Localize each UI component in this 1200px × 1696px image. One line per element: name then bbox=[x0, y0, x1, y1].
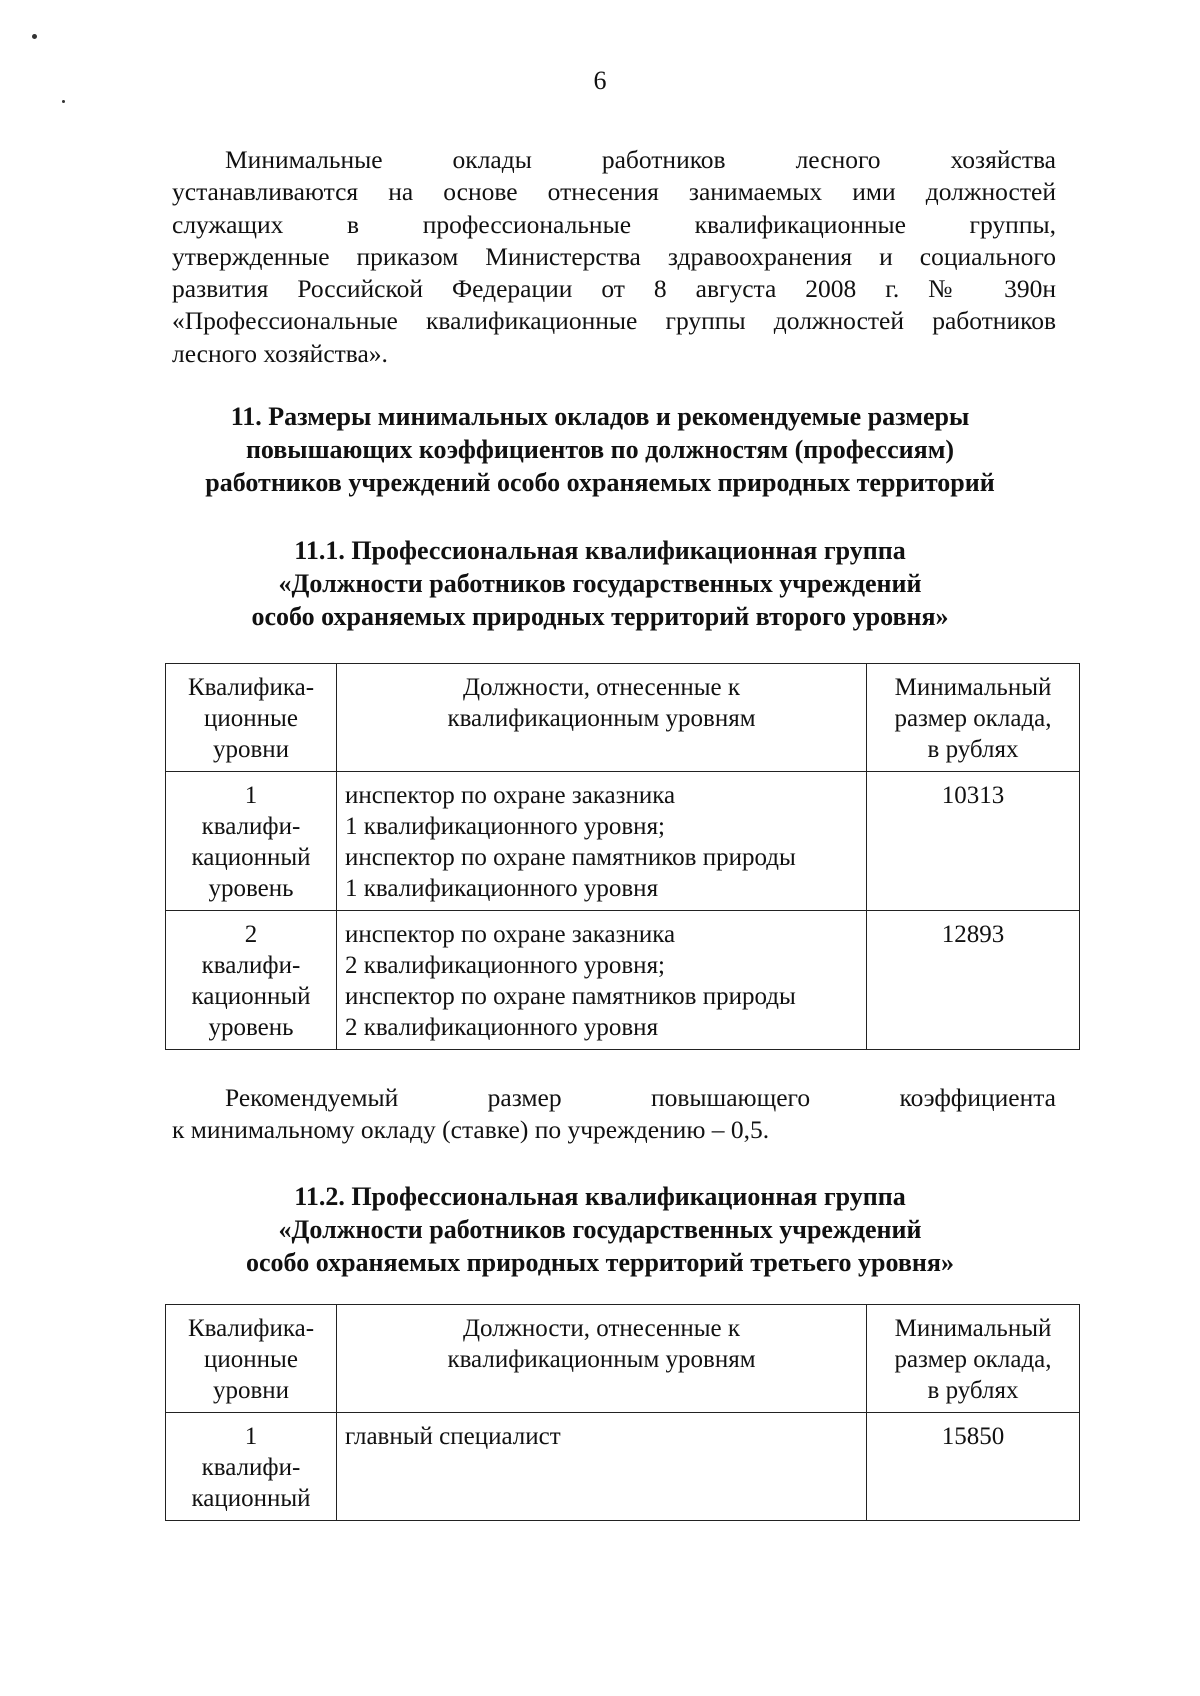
intro-line: служащих в профессиональные квалификационные группы, bbox=[172, 209, 1056, 239]
heading-line: 11.2. Профессиональная квалификационная группа bbox=[294, 1182, 906, 1211]
intro-line: «Профессиональные квалификационные группы должностей работников bbox=[172, 306, 1056, 336]
salary-cell: 12893 bbox=[867, 911, 1080, 1050]
heading-line: повышающих коэффициентов по должностям (профессиям) bbox=[245, 435, 955, 464]
level-cell: 1 квалифи- кационный уровень bbox=[166, 772, 337, 911]
heading-line: 11. Размеры минимальных окладов и рекомендуемые размеры bbox=[230, 402, 970, 431]
heading-line: работников учреждений особо охраняемых природных территорий bbox=[205, 468, 995, 497]
table-row bbox=[166, 1413, 1080, 1521]
salary-table-2 bbox=[165, 1304, 1080, 1521]
subsection-heading-1 bbox=[130, 534, 1070, 633]
subsection-heading-2 bbox=[130, 1180, 1070, 1279]
heading-line: 11.1. Профессиональная квалификационная группа bbox=[294, 536, 906, 565]
intro-line: устанавливаются на основе отнесения занимаемых ими должностей bbox=[172, 177, 1056, 207]
intro-line: развития Российской Федерации от 8 августа 2008 г. № 390н bbox=[172, 274, 1056, 304]
note-line: Рекомендуемый размер повышающего коэффициента bbox=[225, 1083, 1056, 1112]
header-cell-positions: Должности, отнесенные к квалификационным уровням bbox=[337, 664, 867, 772]
salary-table-1 bbox=[165, 663, 1080, 1050]
intro-paragraph bbox=[172, 144, 1056, 370]
table-row bbox=[166, 911, 1080, 1050]
heading-line: «Должности работников государственных учреждений bbox=[278, 1215, 922, 1244]
note-line: к минимальному окладу (ставке) по учреждению – 0,5. bbox=[172, 1115, 770, 1144]
level-cell: 1 квалифи- кационный bbox=[166, 1413, 337, 1521]
positions-cell: главный специалист bbox=[337, 1413, 867, 1521]
heading-line: особо охраняемых природных территорий третьего уровня» bbox=[246, 1248, 954, 1277]
table-header-row bbox=[166, 664, 1080, 772]
table-row bbox=[166, 772, 1080, 911]
header-cell-salary: Минимальный размер оклада, в рублях bbox=[867, 1305, 1080, 1413]
header-cell-levels: Квалифика- ционные уровни bbox=[166, 1305, 337, 1413]
table-header-row bbox=[166, 1305, 1080, 1413]
salary-cell: 10313 bbox=[867, 772, 1080, 911]
page-number: 6 bbox=[593, 66, 607, 95]
header-cell-levels: Квалифика- ционные уровни bbox=[166, 664, 337, 772]
coefficient-note bbox=[172, 1082, 1056, 1146]
header-cell-salary: Минимальный размер оклада, в рублях bbox=[867, 664, 1080, 772]
header-cell-positions: Должности, отнесенные к квалификационным уровням bbox=[337, 1305, 867, 1413]
scan-speck bbox=[32, 34, 37, 39]
intro-line: утвержденные приказом Министерства здравоохранения и социального bbox=[172, 241, 1056, 271]
intro-line: лесного хозяйства». bbox=[172, 338, 388, 368]
level-cell: 2 квалифи- кационный уровень bbox=[166, 911, 337, 1050]
positions-cell: инспектор по охране заказника 2 квалификационного уровня; инспектор по охране памятников природы 2 квалификационного уровня bbox=[337, 911, 867, 1050]
heading-line: особо охраняемых природных территорий второго уровня» bbox=[251, 602, 949, 631]
intro-line: Минимальные оклады работников лесного хозяйства bbox=[225, 145, 1056, 174]
salary-cell: 15850 bbox=[867, 1413, 1080, 1521]
section-heading bbox=[130, 400, 1070, 499]
scan-speck bbox=[62, 100, 65, 103]
heading-line: «Должности работников государственных учреждений bbox=[278, 569, 922, 598]
positions-cell: инспектор по охране заказника 1 квалификационного уровня; инспектор по охране памятников природы 1 квалификационного уровня bbox=[337, 772, 867, 911]
